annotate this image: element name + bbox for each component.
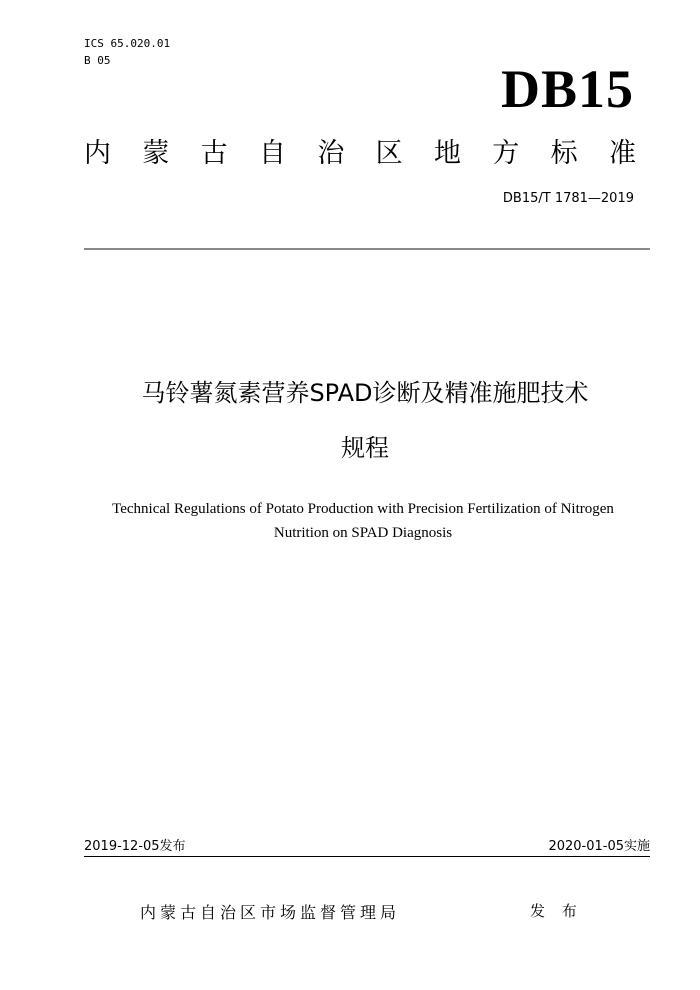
publish-label: 发 布 — [530, 902, 583, 920]
footer-divider — [84, 856, 650, 857]
standard-level-char: 方 — [492, 138, 520, 169]
standard-level-char: 自 — [258, 138, 286, 169]
standard-level-char: 地 — [433, 138, 461, 169]
standard-level-char: 标 — [550, 138, 578, 169]
ics-code: ICS 65.020.01 — [84, 37, 171, 50]
standard-level-char: 准 — [608, 138, 636, 169]
classification-code: B 05 — [84, 54, 111, 67]
issuing-authority: 内蒙古自治区市场监督管理局 — [140, 903, 401, 922]
standard-code-logo: DB15 — [500, 59, 634, 119]
standard-level-char: 区 — [375, 138, 403, 169]
implementation-date: 2020-01-05实施 — [548, 839, 650, 854]
chinese-title-line-1: 马铃薯氮素营养SPAD诊断及精准施肥技术 — [141, 379, 589, 407]
chinese-title-line-2: 规程 — [341, 434, 389, 462]
english-title-line-1: Technical Regulations of Potato Production with Precision Fertilization of Nitrogen — [112, 501, 614, 517]
standard-level-char: 内 — [84, 138, 111, 169]
standard-level-char: 治 — [317, 138, 345, 169]
standard-level-char: 蒙 — [142, 138, 170, 169]
standard-level-title — [84, 136, 636, 172]
english-title-line-2: Nutrition on SPAD Diagnosis — [273, 525, 453, 541]
header-divider — [84, 248, 650, 250]
standard-number: DB15/T 1781—2019 — [502, 191, 634, 206]
standard-level-char: 古 — [200, 138, 228, 169]
issue-date: 2019-12-05发布 — [84, 839, 186, 854]
